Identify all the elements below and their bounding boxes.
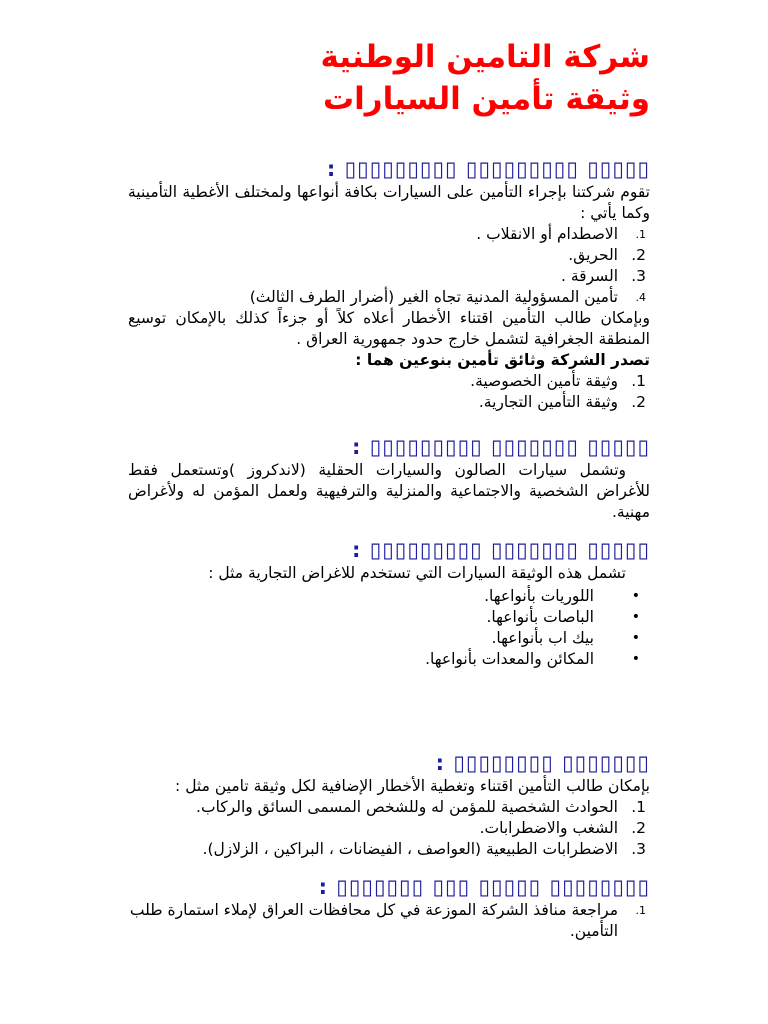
item-text: الشغب والاضطرابات. — [479, 819, 618, 837]
item-text: وثيقة التأمين التجارية. — [478, 393, 618, 411]
item-text: السرقة . — [561, 267, 618, 285]
section-heading: ▯▯▯▯▯ ▯▯▯▯▯▯▯ ▯▯▯▯▯▯▯▯▯ : — [351, 538, 650, 562]
section-text: وتشمل سيارات الصالون والسيارات الحقلية (لاندكروز )وتستعمل فقط للأغراض الشخصية والاجتماعية والمنزلية والترفيهية ولعمل المؤمن له ولأغراض مهنية. — [128, 461, 650, 521]
company-title: شركة التامين الوطنية — [320, 39, 650, 75]
item-number: 3. — [631, 840, 646, 858]
item-text: الحوادث الشخصية للمؤمن له وللشخص المسمى السائق والركاب. — [196, 798, 618, 816]
procedures-list — [128, 900, 650, 942]
list-item — [128, 797, 650, 818]
list-item — [128, 818, 650, 839]
item-text: اللوريات بأنواعها. — [484, 587, 594, 605]
list-item — [128, 628, 650, 649]
list-item — [128, 586, 650, 607]
item-number: 2. — [631, 246, 646, 264]
item-number: 1. — [635, 904, 646, 917]
section-private-policy — [128, 434, 650, 523]
section-bold-line: تصدر الشركة وثائق تأمين بنوعين هما : — [355, 351, 650, 369]
list-item — [128, 392, 650, 413]
additional-risks-list — [128, 797, 650, 860]
section-commercial-policy — [128, 537, 650, 670]
item-text: المكائن والمعدات بأنواعها. — [425, 650, 594, 668]
section-coverage — [128, 156, 650, 413]
item-text: وثيقة تأمين الخصوصية. — [470, 372, 618, 390]
section-note: وبإمكان طالب التأمين اقتناء الأخطار أعلاه كلاً أو جزءاً كذلك بالإمكان توسيع المنطقة الجغرافية لتشمل خارج حدود جمهورية العراق . — [128, 309, 650, 348]
section-intro: تقوم شركتنا بإجراء التأمين على السيارات بكافة أنواعها ولمختلف الأغطية التأمينية وكما يأتي : — [128, 183, 650, 222]
item-number: 1. — [631, 798, 646, 816]
item-number: 3. — [631, 267, 646, 285]
list-item — [128, 287, 650, 308]
section-heading: ▯▯▯▯▯▯▯▯ ▯▯▯▯▯ ▯▯▯ ▯▯▯▯▯▯▯ : — [318, 875, 650, 899]
item-text: الباصات بأنواعها. — [486, 608, 594, 626]
item-text: الاصطدام أو الانقلاب . — [476, 225, 618, 243]
item-number: 2. — [631, 819, 646, 837]
item-number: 2. — [631, 393, 646, 411]
item-number: 4. — [635, 291, 646, 304]
list-item — [128, 224, 650, 245]
list-item — [128, 607, 650, 628]
list-item — [128, 266, 650, 287]
list-item — [128, 900, 650, 942]
list-item — [128, 245, 650, 266]
item-text: مراجعة منافذ الشركة الموزعة في كل محافظات العراق لإملاء استمارة طلب التأمين. — [129, 901, 618, 940]
coverage-list — [128, 224, 650, 308]
list-item — [128, 839, 650, 860]
bullet-icon: • — [631, 651, 640, 667]
item-text: بيك اب بأنواعها. — [491, 629, 594, 647]
document-title: وثيقة تأمين السيارات — [322, 81, 650, 117]
list-item — [128, 371, 650, 392]
section-heading: ▯▯▯▯▯ ▯▯▯▯▯▯▯▯▯ ▯▯▯▯▯▯▯▯▯ : — [326, 157, 650, 181]
bullet-icon: • — [631, 609, 640, 625]
section-heading: ▯▯▯▯▯▯▯ ▯▯▯▯▯▯▯▯ : — [435, 751, 650, 775]
section-heading: ▯▯▯▯▯ ▯▯▯▯▯▯▯ ▯▯▯▯▯▯▯▯▯ : — [351, 435, 650, 459]
list-item — [128, 649, 650, 670]
title-block — [128, 0, 650, 120]
bullet-icon: • — [631, 630, 640, 646]
section-text: بإمكان طالب التأمين اقتناء وتغطية الأخطار الإضافية لكل وثيقة تامين مثل : — [175, 777, 650, 795]
bullet-icon: • — [631, 588, 640, 604]
section-procedures — [128, 874, 650, 942]
item-text: تأمين المسؤولية المدنية تجاه الغير (أضرار الطرف الثالث) — [249, 288, 618, 306]
item-number: 1. — [635, 228, 646, 241]
section-additional-risks — [128, 750, 650, 860]
section-text: تشمل هذه الوثيقة السيارات التي تستخدم للاغراض التجارية مثل : — [208, 564, 626, 582]
item-text: الحريق. — [568, 246, 618, 264]
item-number: 1. — [631, 372, 646, 390]
policy-types-list — [128, 371, 650, 413]
vehicle-types-list — [128, 586, 650, 670]
item-text: الاضطرابات الطبيعية (العواصف ، الفيضانات ، البراكين ، الزلازل). — [202, 840, 618, 858]
